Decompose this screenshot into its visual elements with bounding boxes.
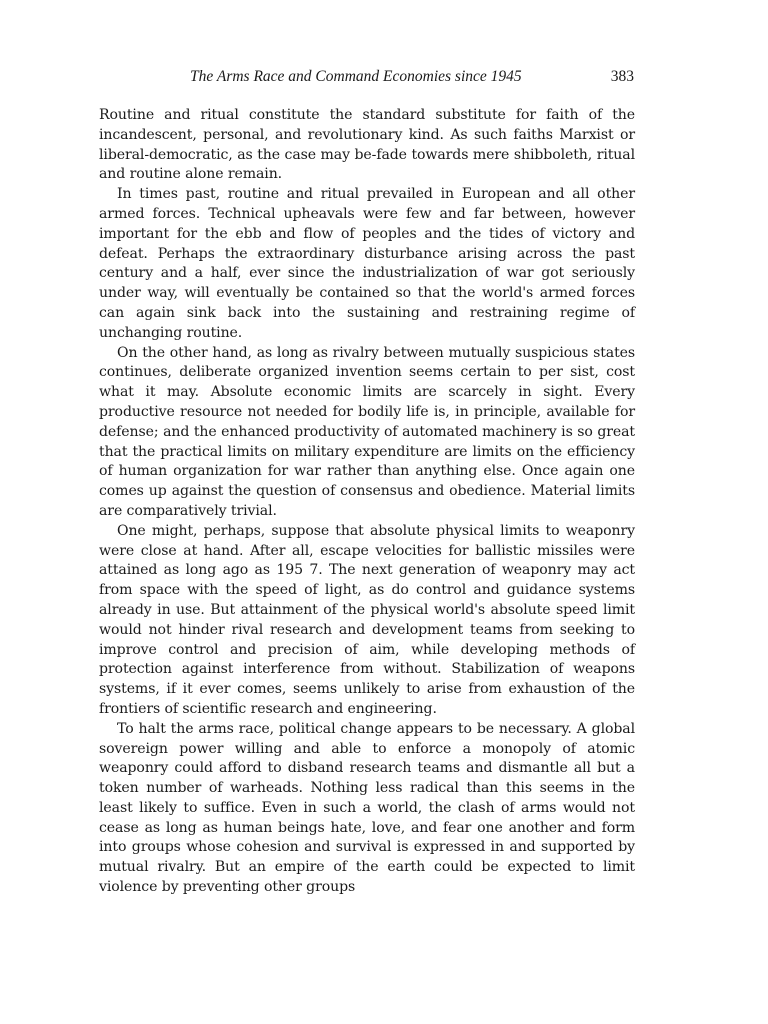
paragraph-5: To halt the arms race, political change appears to be necessary. A global sovereign power willing and able to enforce a monopoly of atomic weaponry could afford to disband research teams and dismantle all but a token number of warheads. Nothing less radical than this seems in the least likely to suffice. Even in such a world, the clash of arms would not cease as long as human beings hate, love, and fear one another and form into groups whose cohesion and survival is expressed in and supported by mutual rivalry. But an empire of the earth could be expected to limit violence by preventing other groups — [99, 720, 635, 896]
paragraph-1: Routine and ritual constitute the standard substitute for faith of the incandescent, personal, and revolutionary kind. As such faiths Marxist or liberal-democratic, as the case may be-fade towards mere shibboleth, ritual and routine alone remain. — [99, 107, 635, 183]
paragraph-3: On the other hand, as long as rivalry between mutually suspicious states continues, deliberate organized invention seems certain to per sist, cost what it may. Absolute economic limits are scarcely in sight. Every productive resource not needed for bodily life is, in principle, available for defense; and the enhanced productivity of automated machinery is so great that the practical limits on military expenditure are limits on the efficiency of human organization for war rather than anything else. Once again one comes up against the question of consensus and obedience. Material limits are comparatively trivial. — [99, 344, 635, 519]
running-title: The Arms Race and Command Economies since 1945 — [190, 68, 522, 85]
body-text — [99, 106, 635, 898]
running-head — [100, 68, 636, 90]
page-number: 383 — [610, 68, 634, 85]
paragraph-2: In times past, routine and ritual prevailed in European and all other armed forces. Technical upheavals were few and far between, however important for the ebb and flow of peoples and the tides of victory and defeat. Perhaps the extraordinary disturbance arising across the past century and a half, ever since the industrialization of war got seriously under way, will eventually be contained so that the world's armed forces can again sink back into the sustaining and restraining regime of unchanging routine. — [99, 186, 635, 341]
paragraph-4: One might, perhaps, suppose that absolute physical limits to weaponry were close at hand. After all, escape velocities for ballistic missiles were attained as long ago as 195 7. The next generation of weaponry may act from space with the speed of light, as do control and guidance systems already in use. But attainment of the physical world's absolute speed limit would not hinder rival research and development teams from seeking to improve control and precision of aim, while developing methods of protection against interference from without. Stabilization of weapons systems, if it ever comes, seems unlikely to arise from exhaustion of the frontiers of scientific research and engineering. — [99, 522, 635, 717]
